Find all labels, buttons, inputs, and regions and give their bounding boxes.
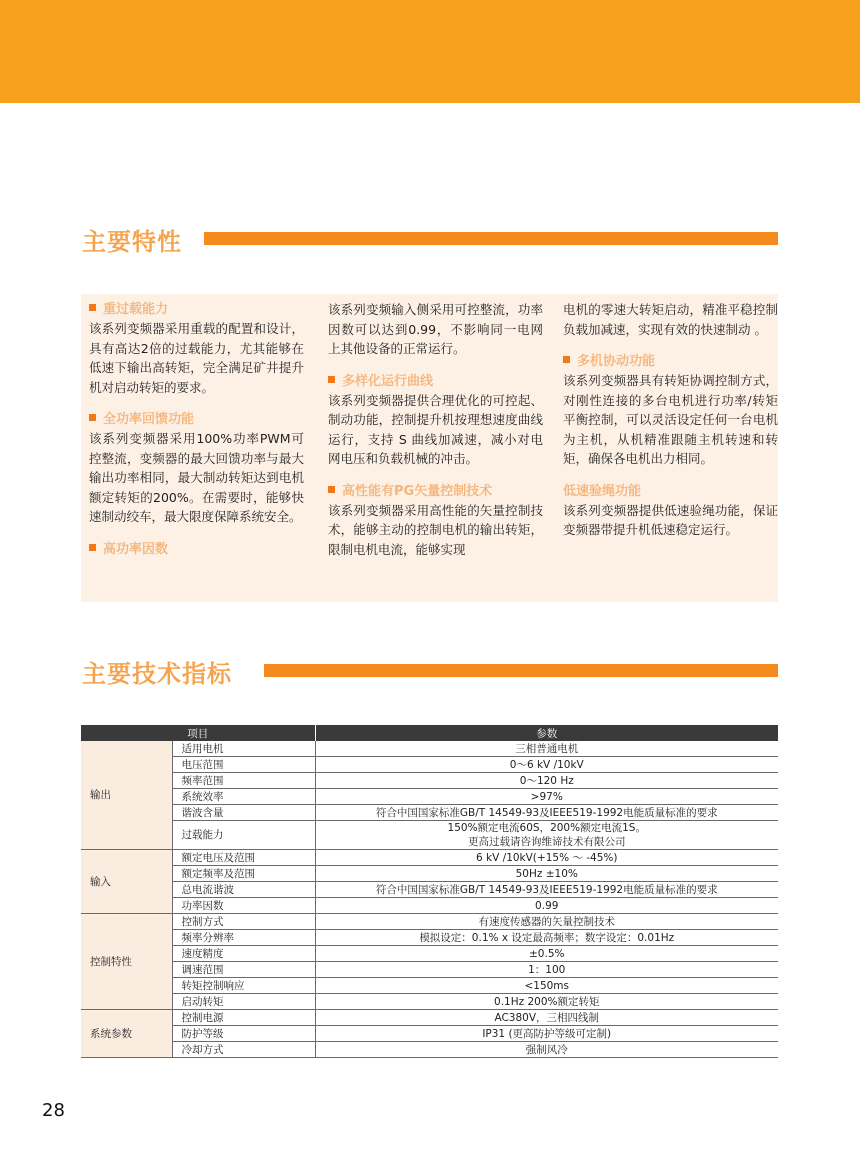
- spec-item-value: 符合中国国家标准GB/T 14549-93及IEEE519-1992电能质量标准的要求: [315, 882, 778, 898]
- spec-row: [81, 914, 778, 930]
- feature-text-power-factor: 该系列变频输入侧采用可控整流，功率因数可以达到0.99，不影响同一电网上其他设备的正常运行。: [328, 302, 543, 356]
- spec-item-value: 6 kV /10kV(+15% ～ -45%): [315, 850, 778, 866]
- feature-heading-rope-test: 低速验绳功能: [563, 483, 642, 499]
- section-title-specs: 主要技术指标: [82, 660, 232, 688]
- spec-table-header: [81, 725, 778, 741]
- spec-table: [81, 725, 778, 1058]
- spec-item-label: 调速范围: [172, 962, 315, 978]
- spec-item-label: 谐波含量: [172, 805, 315, 821]
- feature-heading-multi-motor: 多机协动功能: [563, 352, 778, 371]
- spec-item-value: <150ms: [315, 978, 778, 994]
- spec-row: [81, 757, 778, 773]
- feature-text-pg-vector-cont: 电机的零速大转矩启动，精准平稳控制负载加减速，实现有效的快速制动 。: [563, 302, 778, 337]
- spec-row: [81, 1026, 778, 1042]
- spec-item-label: 过载能力: [172, 821, 315, 850]
- spec-row: [81, 962, 778, 978]
- spec-item-value: 50Hz ±10%: [315, 866, 778, 882]
- spec-table-body: [81, 741, 778, 1058]
- feature-heading-pg-vector: 高性能有PG矢量控制技术: [328, 482, 543, 501]
- spec-group-label: 控制特性: [81, 914, 172, 1010]
- bullet-square-icon: [328, 486, 335, 493]
- spec-item-value: ±0.5%: [315, 946, 778, 962]
- spec-row: [81, 898, 778, 914]
- spec-item-label: 电压范围: [172, 757, 315, 773]
- page-number: 28: [42, 1100, 65, 1121]
- feature-text-curves: 该系列变频器提供合理优化的可控起、制动功能，控制提升机按理想速度曲线运行，支持 S 曲线加减速，减小对电网电压和负载机械的冲击。: [328, 392, 543, 466]
- spec-item-label: 控制电源: [172, 1010, 315, 1026]
- features-column-1: [89, 300, 304, 559]
- spec-row: [81, 805, 778, 821]
- feature-heading-regen: 全功率回馈功能: [89, 410, 304, 429]
- spec-row: [81, 882, 778, 898]
- spec-row: [81, 930, 778, 946]
- section-divider-bar: [264, 664, 778, 677]
- spec-item-value: 模拟设定：0.1% x 设定最高频率；数字设定：0.01Hz: [315, 930, 778, 946]
- feature-heading-curves: 多样化运行曲线: [328, 372, 543, 391]
- feature-text-multi-motor: 该系列变频器具有转矩协调控制方式，对刚性连接的多台电机进行功率/转矩平衡控制，可以灵活设定任何一台电机为主机，从机精准跟随主机转速和转矩，确保各电机出力相同。: [563, 373, 778, 466]
- spec-group-label: 输入: [81, 850, 172, 914]
- spec-item-label: 总电流谐波: [172, 882, 315, 898]
- spec-item-label: 功率因数: [172, 898, 315, 914]
- bullet-square-icon: [89, 414, 96, 421]
- feature-text-rope-test: 该系列变频器提供低速验绳功能，保证变频器带提升机低速稳定运行。: [563, 502, 778, 537]
- spec-item-value: 0.99: [315, 898, 778, 914]
- spec-group-label: 输出: [81, 741, 172, 850]
- spec-item-value: 0.1Hz 200%额定转矩: [315, 994, 778, 1010]
- feature-heading-power-factor: 高功率因数: [89, 540, 304, 559]
- spec-item-value: 150%额定电流60S，200%额定电流1S。 更高过载请咨询维谛技术有限公司: [315, 821, 778, 850]
- feature-text-overload: 该系列变频器采用重载的配置和设计，具有高达2倍的过载能力，尤其能够在低速下输出高转矩，完全满足矿井提升机对启动转矩的要求。: [89, 321, 304, 395]
- spec-item-value: 符合中国国家标准GB/T 14549-93及IEEE519-1992电能质量标准的要求: [315, 805, 778, 821]
- spec-row: [81, 1010, 778, 1026]
- spec-item-label: 防护等级: [172, 1026, 315, 1042]
- spec-item-value: 三相普通电机: [315, 741, 778, 757]
- spec-row: [81, 773, 778, 789]
- spec-item-value: 1：100: [315, 962, 778, 978]
- feature-text-regen: 该系列变频器采用100%功率PWM可控整流，变频器的最大回馈功率与最大输出功率相同，最大制动转矩达到电机额定转矩的200%。在需要时，能够快速制动绞车，最大限度保障系统安全。: [89, 431, 304, 524]
- spec-item-label: 控制方式: [172, 914, 315, 930]
- section-divider-bar: [204, 232, 778, 245]
- spec-row: [81, 994, 778, 1010]
- bullet-square-icon: [563, 356, 570, 363]
- spec-item-value: AC380V，三相四线制: [315, 1010, 778, 1026]
- spec-item-label: 额定电压及范围: [172, 850, 315, 866]
- spec-item-label: 冷却方式: [172, 1042, 315, 1058]
- spec-row: [81, 946, 778, 962]
- spec-row: [81, 1042, 778, 1058]
- spec-row: [81, 866, 778, 882]
- features-column-3: [563, 300, 778, 540]
- spec-header-param: 参数: [315, 725, 778, 741]
- spec-item-label: 频率范围: [172, 773, 315, 789]
- bullet-square-icon: [328, 376, 335, 383]
- spec-item-label: 启动转矩: [172, 994, 315, 1010]
- spec-item-label: 频率分辨率: [172, 930, 315, 946]
- spec-item-label: 速度精度: [172, 946, 315, 962]
- section-title-features: 主要特性: [82, 228, 182, 256]
- bullet-square-icon: [89, 544, 96, 551]
- spec-item-value: 有速度传感器的矢量控制技术: [315, 914, 778, 930]
- spec-item-value: 强制风冷: [315, 1042, 778, 1058]
- feature-heading-overload: 重过载能力: [89, 300, 304, 319]
- top-color-band: [0, 0, 860, 103]
- spec-item-value: 0～6 kV /10kV: [315, 757, 778, 773]
- spec-row: [81, 741, 778, 757]
- spec-group-label: 系统参数: [81, 1010, 172, 1058]
- spec-item-label: 适用电机: [172, 741, 315, 757]
- spec-item-label: 系统效率: [172, 789, 315, 805]
- spec-row: [81, 978, 778, 994]
- spec-item-label: 转矩控制响应: [172, 978, 315, 994]
- spec-item-label: 额定频率及范围: [172, 866, 315, 882]
- spec-row: [81, 789, 778, 805]
- spec-item-value: 0～120 Hz: [315, 773, 778, 789]
- spec-item-value: IP31 (更高防护等级可定制): [315, 1026, 778, 1042]
- feature-text-pg-vector: 该系列变频器采用高性能的矢量控制技术，能够主动的控制电机的输出转矩，限制电机电流，能够实现: [328, 502, 543, 557]
- spec-row: [81, 850, 778, 866]
- features-column-2: [328, 300, 543, 559]
- spec-row: [81, 821, 778, 850]
- spec-item-value: >97%: [315, 789, 778, 805]
- bullet-square-icon: [89, 304, 96, 311]
- spec-header-item: 项目: [81, 725, 315, 741]
